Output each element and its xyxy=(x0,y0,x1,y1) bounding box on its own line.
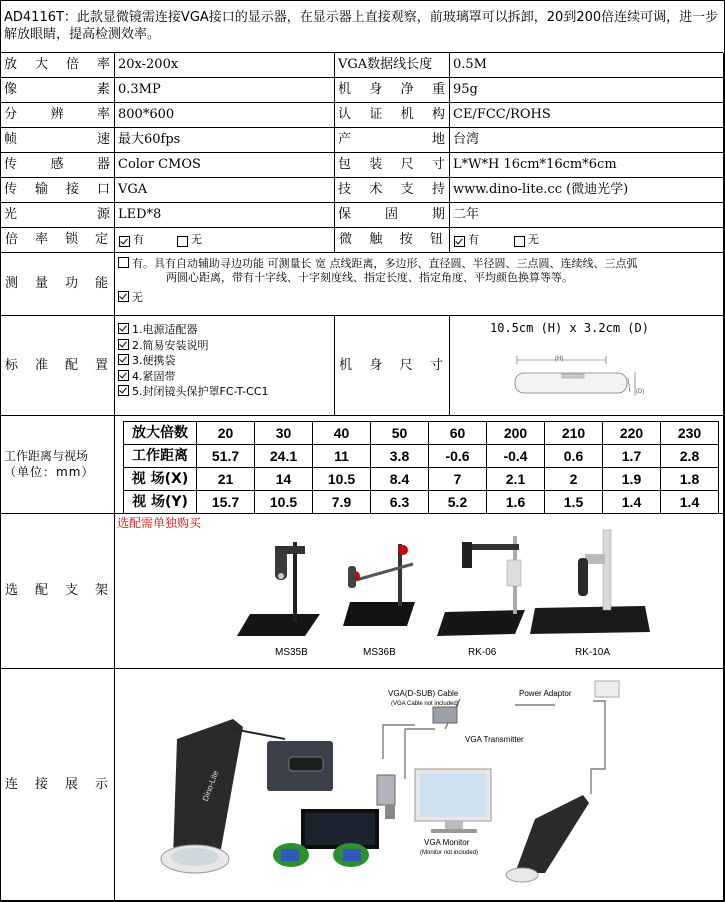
spec-label-left xyxy=(1,128,115,153)
small-monitor-photo xyxy=(273,809,379,867)
standard-item: 2.简易安装说明 xyxy=(117,338,332,354)
body-size-text: 10.5cm (H) x 3.2cm (D) xyxy=(490,321,649,335)
dim-h-label: (H) xyxy=(555,356,564,362)
standard-item-checkbox[interactable] xyxy=(118,385,129,396)
spec-label-left-char: 传 xyxy=(4,182,18,197)
spec-label-left-char: 输 xyxy=(34,182,48,197)
spec-value-left: LED*8 xyxy=(115,203,335,228)
spec-label-left-char: 大 xyxy=(34,57,48,72)
distance-cell-value: 50 xyxy=(371,422,429,445)
distance-cell-value: -0.6 xyxy=(429,445,487,468)
stands-label xyxy=(1,514,115,669)
spec-value-left: 最大60fps xyxy=(115,128,335,153)
spec-label-right xyxy=(335,153,450,178)
ms35b-stand-photo xyxy=(237,542,320,636)
spec-label-right-char: 术 xyxy=(369,182,383,197)
lock-label-char: 率 xyxy=(34,232,48,247)
touch-no-checkbox[interactable] xyxy=(514,236,525,247)
rk10a-stand-photo xyxy=(530,530,650,634)
measure-label xyxy=(1,253,115,316)
stand-name-rk10a: RK-10A xyxy=(575,647,611,658)
distance-cell-value: 40 xyxy=(313,422,371,445)
spec-label-left xyxy=(1,103,115,128)
vga-monitor-photo xyxy=(415,769,491,833)
stand-name-ms36b: MS36B xyxy=(363,647,396,658)
brand-logo: Dino-Lite xyxy=(200,769,221,803)
measure-no-line: 无 xyxy=(117,290,721,305)
spec-label-right-char: 固 xyxy=(384,207,398,222)
spec-label-right-char: 包 xyxy=(338,157,352,172)
distance-cell-value: 1.8 xyxy=(661,468,719,491)
measure-label-char: 能 xyxy=(94,276,108,291)
spec-value-right: 台湾 xyxy=(450,128,724,153)
standard-label-char: 配 xyxy=(64,357,78,373)
spec-label-right-char: 机 xyxy=(400,107,414,122)
distance-row-head: 视 场(X) xyxy=(124,468,197,491)
measure-yes-checkbox[interactable] xyxy=(118,257,129,268)
stands-note: 选配需单独购买 xyxy=(117,516,202,530)
measure-line-1: 有。具有自动辅助寻边功能 可测量长 宽 点线距离，多边形、直径圆、半径圆、三点圆、连续线、三点弧 xyxy=(117,256,721,271)
spec-label-right xyxy=(335,128,450,153)
standard-item-checkbox[interactable] xyxy=(118,370,129,381)
standard-item: 3.便携袋 xyxy=(117,353,332,369)
distance-cell-value: 7 xyxy=(429,468,487,491)
stands-photos xyxy=(115,514,724,669)
spec-label-left-char: 口 xyxy=(96,182,110,197)
distance-cell-value: 7.9 xyxy=(313,491,371,514)
spec-label-left-char: 光 xyxy=(4,207,18,222)
touch-label-char: 钮 xyxy=(429,232,443,247)
stands-label-char: 架 xyxy=(94,583,108,598)
spec-label-left-char: 放 xyxy=(4,57,18,72)
distance-cell-value: 30 xyxy=(255,422,313,445)
distance-cell-value: 6.3 xyxy=(371,491,429,514)
touch-label-char: 触 xyxy=(369,232,383,247)
spec-value-left: 800*600 xyxy=(115,103,335,128)
power-adaptor-label: Power Adaptor xyxy=(519,689,572,698)
spec-value-right: 95g xyxy=(450,78,724,103)
spec-label-left-char: 传 xyxy=(4,157,18,172)
spec-value-right: www.dino-lite.cc (微迪光学) xyxy=(450,178,724,203)
distance-cell-value: 24.1 xyxy=(255,445,313,468)
touch-button-options xyxy=(450,228,724,253)
distance-cell-value: 1.4 xyxy=(661,491,719,514)
distance-row xyxy=(124,491,719,514)
lock-no-label: 无 xyxy=(191,233,202,246)
distance-row-head: 工作距离 xyxy=(124,445,197,468)
stand-name-ms35b: MS35B xyxy=(275,647,308,658)
spec-value-right: 二年 xyxy=(450,203,724,228)
distance-cell-value: 2.1 xyxy=(487,468,545,491)
spec-label-left-char: 源 xyxy=(96,207,110,222)
distance-cell-value: 210 xyxy=(545,422,603,445)
distance-cell-value: 2 xyxy=(545,468,603,491)
spec-label-right-char: 认 xyxy=(338,107,352,122)
spec-label-right-char: 装 xyxy=(369,157,383,172)
microscope-photo xyxy=(161,719,285,873)
size-label-char: 尺 xyxy=(399,357,413,373)
spec-label-right-char: 技 xyxy=(338,182,352,197)
distance-cell-value: 230 xyxy=(661,422,719,445)
distance-row xyxy=(124,422,719,445)
rk06-stand-photo xyxy=(437,536,525,636)
spec-label-left-char: 接 xyxy=(65,182,79,197)
distance-cell-value: 200 xyxy=(487,422,545,445)
spec-label-left-char: 器 xyxy=(96,157,110,172)
lock-label-char: 定 xyxy=(94,232,108,247)
distance-cell-value: 14 xyxy=(255,468,313,491)
measure-label-char: 量 xyxy=(34,276,48,291)
spec-label-left xyxy=(1,53,115,78)
vga-transmitter-photo xyxy=(267,741,333,791)
spec-label-right-char: 构 xyxy=(431,107,445,122)
spec-value-left: Color CMOS xyxy=(115,153,335,178)
distance-cell-value: 3.8 xyxy=(371,445,429,468)
vga-cable-label: VGA(D-SUB) Cable xyxy=(388,689,459,698)
ms36b-stand-photo xyxy=(343,544,415,626)
connection-content xyxy=(115,669,724,901)
standard-items xyxy=(115,316,335,416)
distance-cell-value: -0.4 xyxy=(487,445,545,468)
lock-options xyxy=(115,228,335,253)
distance-cell-value: 1.9 xyxy=(603,468,661,491)
spec-label-right-char: 产 xyxy=(338,132,352,147)
stand-name-rk06: RK-06 xyxy=(468,647,497,658)
distance-cell-value: 0.6 xyxy=(545,445,603,468)
distance-cell-value: 1.5 xyxy=(545,491,603,514)
spec-value-left: VGA xyxy=(115,178,335,203)
spec-label-left-char: 帧 xyxy=(4,132,18,147)
body-size-content xyxy=(450,316,724,416)
spec-value-right: 0.5M xyxy=(450,53,724,78)
spec-label-left-char: 速 xyxy=(96,132,110,147)
spec-label-right-char: 地 xyxy=(431,132,445,147)
microscope-dimension-drawing xyxy=(450,316,724,416)
standard-label xyxy=(1,316,115,416)
distance-row xyxy=(124,445,719,468)
lock-yes-checkbox[interactable] xyxy=(119,236,130,247)
distance-cell-value: 10.5 xyxy=(313,468,371,491)
distance-cell-value: 2.8 xyxy=(661,445,719,468)
spec-label-right-char: 净 xyxy=(400,82,414,97)
spec-label-right-char: 期 xyxy=(431,207,445,222)
spec-label-left xyxy=(1,178,115,203)
spec-label-right-char: 尺 xyxy=(400,157,414,172)
lock-label xyxy=(1,228,115,253)
distance-row-head: 视 场(Y) xyxy=(124,491,197,514)
distance-cell-value: 10.5 xyxy=(255,491,313,514)
spec-label-right-char: 机 xyxy=(338,82,352,97)
lock-yes-label: 有 xyxy=(133,233,144,246)
stands-label-char: 选 xyxy=(5,583,19,598)
spec-label-left xyxy=(1,203,115,228)
stands-label-char: 配 xyxy=(34,583,48,598)
intro-text: AD4116T：此款显微镜需连接VGA接口的显示器，在显示器上直接观察，前玻璃罩可以拆卸，20到200倍连续可调，进一步解放眼睛，提高检测效率。 xyxy=(1,1,723,53)
spec-label-right-char: 重 xyxy=(431,82,445,97)
distance-cell-value: 220 xyxy=(603,422,661,445)
distance-cell-value: 5.2 xyxy=(429,491,487,514)
spec-label-right-char: VGA数据线长度 xyxy=(338,57,433,72)
spec-label-right xyxy=(335,78,450,103)
vga-transmitter-label: VGA Transmitter xyxy=(465,735,524,744)
spec-label-right xyxy=(335,178,450,203)
size-label-char: 寸 xyxy=(429,357,443,373)
distance-cell-value: 20 xyxy=(197,422,255,445)
spec-label-right-char: 保 xyxy=(338,207,352,222)
distance-cell-value: 21 xyxy=(197,468,255,491)
standard-label-char: 标 xyxy=(5,357,19,373)
standard-label-char: 置 xyxy=(94,357,108,373)
measure-content xyxy=(115,253,724,316)
microscope-right-photo xyxy=(506,795,589,882)
spec-value-right: L*W*H 16cm*16cm*6cm xyxy=(450,153,724,178)
lock-no-checkbox[interactable] xyxy=(177,236,188,247)
standard-item-checkbox[interactable] xyxy=(118,354,129,365)
distance-cell-value: 8.4 xyxy=(371,468,429,491)
connection-label-char: 接 xyxy=(34,776,48,792)
connection-label-char: 展 xyxy=(64,776,78,792)
touch-label-char: 按 xyxy=(399,232,413,247)
measure-label-char: 功 xyxy=(64,276,78,291)
spec-label-left-char: 倍 xyxy=(65,57,79,72)
distance-cell-value: 1.4 xyxy=(603,491,661,514)
spec-label-right-char: 支 xyxy=(400,182,414,197)
distance-cell-value: 1.7 xyxy=(603,445,661,468)
spec-value-left: 20x-200x xyxy=(115,53,335,78)
distance-row-head: 放大倍数 xyxy=(124,422,197,445)
distance-cell-value: 1.6 xyxy=(487,491,545,514)
lock-label-char: 锁 xyxy=(64,232,78,247)
distance-cell-value: 51.7 xyxy=(197,445,255,468)
touch-button-label xyxy=(335,228,450,253)
spec-label-right xyxy=(335,203,450,228)
spec-label-left-char: 感 xyxy=(50,157,64,172)
spec-label-right-char: 证 xyxy=(369,107,383,122)
spec-label-left-char: 素 xyxy=(96,82,110,97)
spec-label-left-char: 辨 xyxy=(50,107,64,122)
stands-label-char: 支 xyxy=(64,583,78,598)
vga-monitor-label: VGA Monitor xyxy=(424,838,470,847)
standard-item-checkbox[interactable] xyxy=(118,323,129,334)
distance-cell-value: 15.7 xyxy=(197,491,255,514)
spec-label-right xyxy=(335,103,450,128)
spec-label-right xyxy=(335,53,450,78)
spec-label-right-char: 寸 xyxy=(431,157,445,172)
connection-label-char: 示 xyxy=(94,776,108,792)
touch-yes-checkbox[interactable] xyxy=(454,236,465,247)
size-label-char: 机 xyxy=(339,357,353,373)
measure-label-char: 测 xyxy=(5,276,19,291)
vga-monitor-note: (Monitor not included) xyxy=(420,850,479,856)
distance-cell-value: 60 xyxy=(429,422,487,445)
lock-label-char: 倍 xyxy=(5,232,19,247)
standard-item-checkbox[interactable] xyxy=(118,339,129,350)
size-label-char: 身 xyxy=(369,357,383,373)
stands-content xyxy=(115,514,724,669)
measure-line-2: 两圆心距离，带有十字线、十字刻度线、指定长度、指定角度、平均颜色换算等等。 xyxy=(166,271,573,284)
spec-label-left-char: 分 xyxy=(4,107,18,122)
connection-label-char: 连 xyxy=(5,776,19,792)
body-size-label xyxy=(335,316,450,416)
distance-label: 工作距离与视场 （单位：mm） xyxy=(1,416,115,514)
dim-d-label: (D) xyxy=(636,389,645,395)
standard-item: 1.电源适配器 xyxy=(117,322,332,338)
spec-label-left-char: 像 xyxy=(4,82,18,97)
spec-label-right-char: 持 xyxy=(431,182,445,197)
distance-table xyxy=(123,421,719,514)
distance-row xyxy=(124,468,719,491)
measure-no-checkbox[interactable] xyxy=(118,291,129,302)
standard-item: 4.紧固带 xyxy=(117,369,332,385)
distance-cell-value: 11 xyxy=(313,445,371,468)
spec-label-left-char: 率 xyxy=(96,107,110,122)
vga-cable-note: (VGA Cable not included) xyxy=(391,701,459,707)
touch-no-label: 无 xyxy=(528,233,539,246)
spec-value-left: 0.3MP xyxy=(115,78,335,103)
connection-label xyxy=(1,669,115,901)
spec-value-right: CE/FCC/ROHS xyxy=(450,103,724,128)
touch-label-char: 微 xyxy=(339,232,353,247)
spec-label-right-char: 身 xyxy=(369,82,383,97)
spec-label-left xyxy=(1,153,115,178)
standard-label-char: 准 xyxy=(34,357,48,373)
spec-label-left xyxy=(1,78,115,103)
touch-yes-label: 有 xyxy=(468,233,479,246)
spec-label-left-char: 率 xyxy=(96,57,110,72)
standard-item: 5.封闭镜头保护罩FC-T-CC1 xyxy=(117,384,332,400)
